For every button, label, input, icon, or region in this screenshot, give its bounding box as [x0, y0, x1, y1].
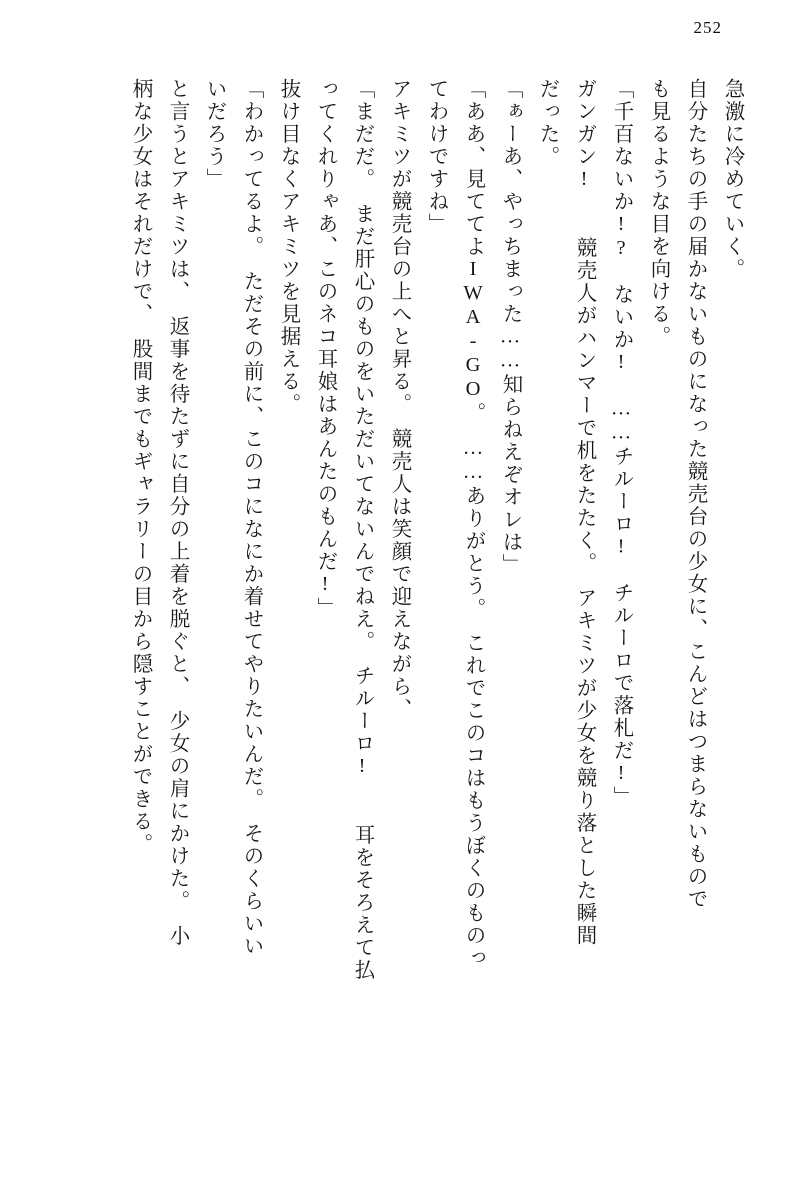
page-number: 252	[693, 18, 722, 37]
text-line: いだろう」	[203, 78, 225, 191]
text-line: 急激に冷めていく。	[721, 78, 743, 281]
text-line: ってくれりゃあ、このネコ耳娘はあんたのもんだ!」	[314, 78, 336, 620]
text-line: ガンガン! 競売人がハンマーで机をたたく。 アキミツが少女を競り落とした瞬間	[573, 78, 595, 947]
body-text-block	[58, 78, 742, 1140]
text-line: 「まだだ。 まだ肝心のものをいただいてないんでねえ。 チルーロ! 耳をそろえて払	[351, 78, 373, 982]
text-line: 柄な少女はそれだけで、 股間までもギャラリーの目から隠すことができる。	[129, 78, 151, 856]
text-line: 抜け目なくアキミツを見据える。	[277, 78, 299, 416]
text-line: と言うとアキミツは、 返事を待たずに自分の上着を脱ぐと、 少女の肩にかけた。 小	[166, 78, 188, 948]
text-line: も見るような目を向ける。	[647, 78, 669, 348]
text-line: だった。	[536, 78, 558, 168]
text-line: 自分たちの手の届かないものになった競売台の少女に、こんどはつまらないもので	[684, 78, 706, 911]
text-line: 「千百ないか!? ないか! ……チルーロ! チルーロで落札だ!」	[610, 78, 632, 809]
text-line: 「わかってるよ。 ただその前に、このコになにか着せてやりたいんだ。 そのくらいい	[240, 78, 262, 958]
text-line: 「ぁーあ、やっちまった……知らねえぞオレは」	[499, 78, 521, 576]
text-line: 「ああ、見ててよIWA‐GO。 ……ありがとう。 これでこのコはもうぼくのものっ	[462, 78, 484, 970]
text-line: アキミツが競売台の上へと昇る。 競売人は笑顔で迎えながら、	[388, 78, 410, 721]
text-line: てわけですね」	[425, 78, 447, 236]
